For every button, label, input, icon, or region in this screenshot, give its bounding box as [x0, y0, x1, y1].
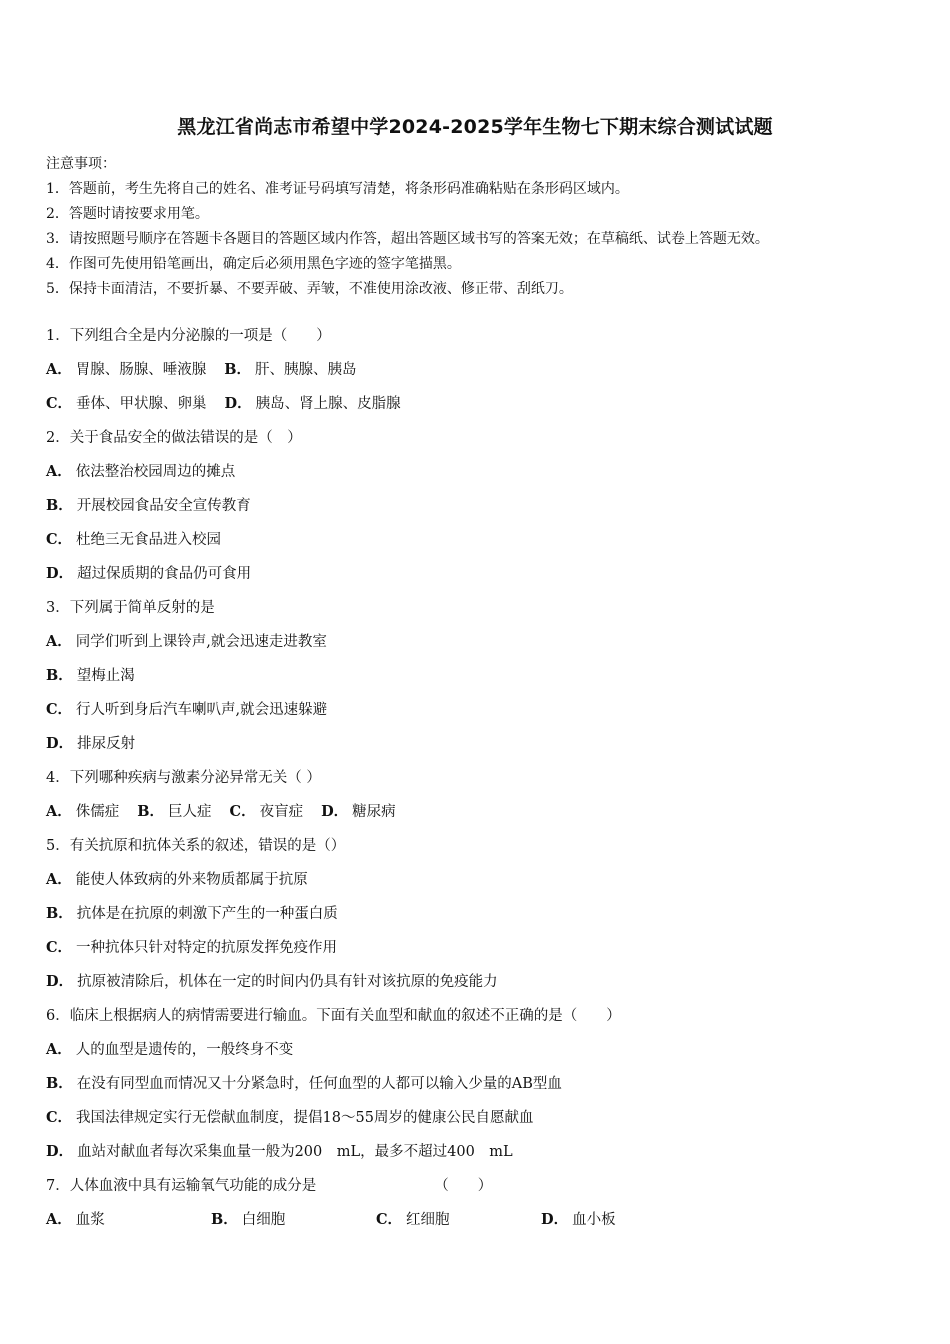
question-option: A． 能使人体致病的外来物质都属于抗原: [46, 871, 308, 888]
question-option: D． 排尿反射: [46, 735, 136, 752]
page-title: 黑龙江省尚志市希望中学2024-2025学年生物七下期末综合测试试题: [177, 116, 773, 138]
notice-heading: 注意事项：: [46, 156, 116, 172]
question-option: B． 开展校园食品安全宣传教育: [46, 497, 251, 514]
question-options-row: A． 血浆 B． 白细胞 C． 红细胞 D． 血小板: [46, 1211, 616, 1228]
question-stem: 3．下列属于简单反射的是: [46, 600, 215, 616]
answer-blank: （ ）: [434, 1178, 493, 1194]
question-option: A． 依法整治校园周边的摊点: [46, 463, 236, 480]
question-options-row: A． 胃腺、肠腺、唾液腺 B． 肝、胰腺、胰岛: [46, 361, 357, 378]
question-options-row: A． 侏儒症 B． 巨人症 C． 夜盲症 D． 糖尿病: [46, 803, 396, 820]
question-option: A． 同学们听到上课铃声,就会迅速走进教室: [46, 633, 327, 650]
questions-section: [46, 322, 706, 1240]
question-stem: 6．临床上根据病人的病情需要进行输血。下面有关血型和献血的叙述不正确的是（ ）: [46, 1008, 621, 1024]
notice-item: 3．请按照题号顺序在答题卡各题目的答题区域内作答，超出答题区域书写的答案无效；在草稿纸、试卷上答题无效。: [46, 231, 769, 247]
option-text: 胰岛、肾上腺、皮脂腺: [255, 396, 401, 412]
question-options-row: C． 垂体、甲状腺、卵巢 D． 胰岛、肾上腺、皮脂腺: [46, 395, 401, 412]
question-option: C． 我国法律规定实行无偿献血制度，提倡18～55周岁的健康公民自愿献血: [46, 1109, 534, 1126]
question-option: B． 在没有同型血而情况又十分紧急时，任何血型的人都可以输入少量的AB型血: [46, 1075, 562, 1092]
question-option: B． 望梅止渴: [46, 667, 135, 684]
question-option: C． 一种抗体只针对特定的抗原发挥免疫作用: [46, 939, 338, 956]
option-text: 胃腺、肠腺、唾液腺: [75, 362, 207, 378]
question-stem: 5．有关抗原和抗体关系的叙述，错误的是（）: [46, 838, 346, 854]
notice-item: 2．答题时请按要求用笔。: [46, 206, 209, 222]
question-option: B． 抗体是在抗原的刺激下产生的一种蛋白质: [46, 905, 338, 922]
question-option: A． 人的血型是遗传的，一般终身不变: [46, 1041, 294, 1058]
notice-item: 5．保持卡面清洁，不要折暴、不要弄破、弄皱，不准使用涂改液、修正带、刮纸刀。: [46, 281, 573, 297]
notice-section: [46, 152, 769, 302]
question-stem: 1．下列组合全是内分泌腺的一项是（ ）: [46, 328, 331, 344]
notice-item: 1．答题前，考生先将自己的姓名、准考证号码填写清楚，将条形码准确粘贴在条形码区域内。: [46, 181, 629, 197]
option-text: 垂体、甲状腺、卵巢: [76, 396, 207, 412]
question-stem: 7．人体血液中具有运输氧气功能的成分是: [46, 1178, 317, 1194]
question-stem: 2．关于食品安全的做法错误的是（ ）: [46, 430, 302, 446]
notice-item: 4．作图可先使用铅笔画出，确定后必须用黑色字迹的签字笔描黑。: [46, 256, 461, 272]
question-option: D． 超过保质期的食品仍可食用: [46, 565, 252, 582]
option-text: 肝、胰腺、胰岛: [255, 362, 357, 378]
question-option: D． 抗原被清除后，机体在一定的时间内仍具有针对该抗原的免疫能力: [46, 973, 498, 990]
question-option: C． 行人听到身后汽车喇叭声,就会迅速躲避: [46, 701, 328, 718]
question-option: D． 血站对献血者每次采集血量一般为200 mL，最多不超过400 mL: [46, 1143, 513, 1160]
question-option: C． 杜绝三无食品进入校园: [46, 531, 222, 548]
question-stem: 4．下列哪种疾病与激素分泌异常无关（ ）: [46, 770, 321, 786]
question-stem-row: [46, 1172, 706, 1206]
